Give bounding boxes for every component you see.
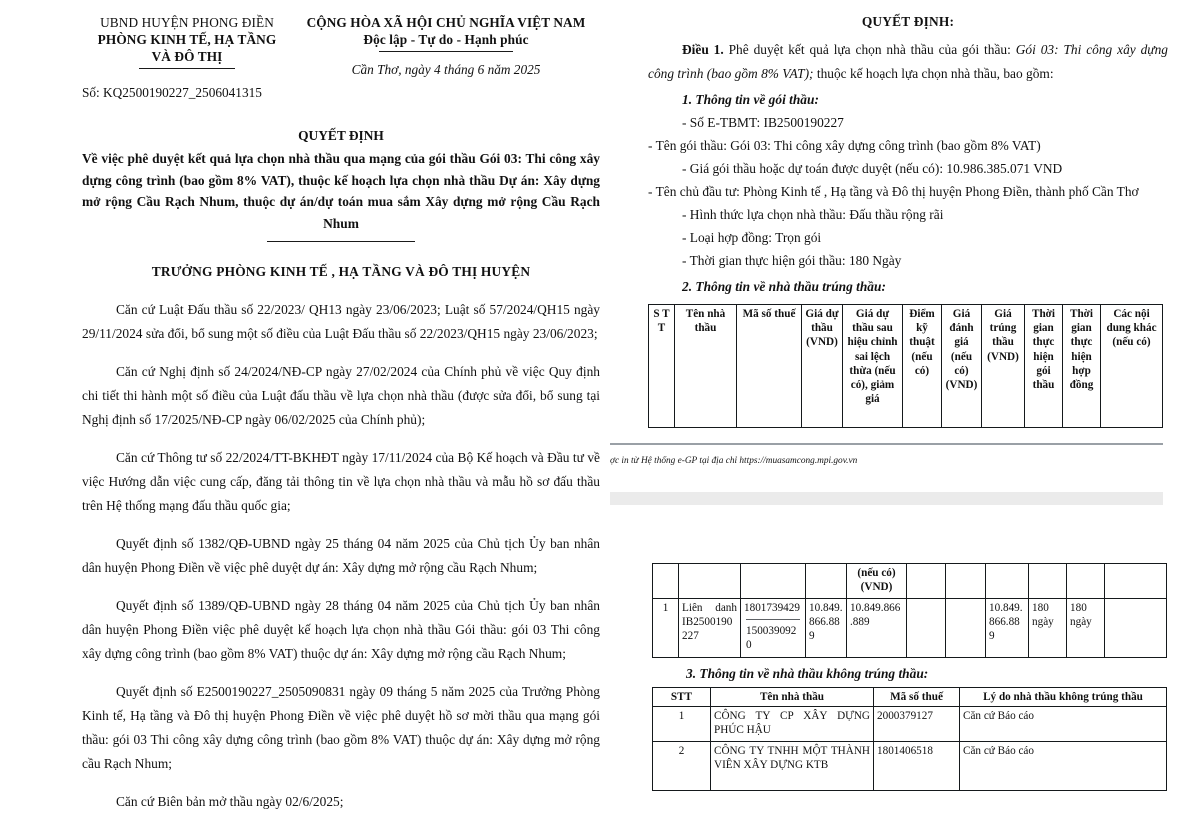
cell-tax-code: 2000379127 xyxy=(874,707,960,742)
cell-other-content xyxy=(1105,599,1167,658)
section-2-heading: 2. Thông tin về nhà thầu trúng thầu: xyxy=(682,279,886,294)
letterhead-divider-right xyxy=(379,51,513,52)
recital-paragraph: Căn cứ Thông tư số 22/2024/TT-BKHĐT ngày 17/11/2024 của Bộ Kế hoạch và Đầu tư về việc Hướng dẫn việc cung cấp, đăng tải thông tin về lựa chọn nhà thầu và mẫu hồ sơ đấu thầu trên Hệ thống mạng đấu thầu quốc gia; xyxy=(82,450,600,513)
article-1-text-a: Phê duyệt kết quả lựa chọn nhà thầu của gói thầu: xyxy=(723,42,1016,57)
letterhead xyxy=(82,14,600,101)
article-1-text-b: thuộc kế hoạch lựa chọn nhà thầu, bao gồm: xyxy=(813,65,1054,81)
section-3-heading: 3. Thông tin về nhà thầu không trúng thầu: xyxy=(686,666,929,681)
recital-paragraph: Căn cứ Nghị định số 24/2024/NĐ-CP ngày 27/02/2024 của Chính phủ về việc Quy định chi tiết thi hành một số điều của Luật đấu thầu về lựa chọn nhà thầu (được sửa đổi, bổ sung tại Nghị định số 17/2025/NĐ-CP ngày 06/02/2025 của Chính phủ); xyxy=(82,364,600,427)
place-and-date: Cần Thơ, ngày 4 tháng 6 năm 2025 xyxy=(351,62,541,77)
cont-cell-blank xyxy=(907,564,946,599)
unsuccessful-bidder-table xyxy=(652,687,1167,791)
package-info-item: - Loại hợp đồng: Trọn gói xyxy=(682,230,822,245)
national-line-1: CỘNG HÒA XÃ HỘI CHỦ NGHĨA VIỆT NAM xyxy=(306,15,586,30)
recital-paragraph: Quyết định số 1382/QĐ-UBND ngày 25 tháng 04 năm 2025 của Chủ tịch Ủy ban nhân dân huyện Phong Điền về việc phê duyệt dự án: Xây dựng mở rộng cầu Rạch Nhum; xyxy=(82,536,600,575)
cont-cell-blank xyxy=(741,564,806,599)
col-evaluated-price: Giá đánh giá (nếu có) (VND) xyxy=(942,305,982,428)
cell-tax-code: 1801406518 xyxy=(874,742,960,791)
cell-bidder-name: CÔNG TY TNHH MỘT THÀNH VIÊN XÂY DỰNG KTB xyxy=(711,742,874,791)
article-1-package-name: Gói 03: Thi công xây dựng công trình (bao gồm 8% VAT); xyxy=(648,42,1168,81)
cont-cell-blank xyxy=(679,564,741,599)
title-divider xyxy=(267,241,415,242)
article-1-paragraph xyxy=(648,38,1168,85)
cell-technical-score xyxy=(907,599,946,658)
cell-rejection-reason: Căn cứ Báo cáo xyxy=(960,742,1167,791)
col-tax-code: Mã số thuế xyxy=(737,305,802,428)
cont-cell-blank xyxy=(1029,564,1067,599)
org-line-3: VÀ ĐÔ THỊ xyxy=(151,49,223,64)
col-tax-code: Mã số thuế xyxy=(874,688,960,707)
winning-bidder-table-continued-wrapper xyxy=(652,563,1166,791)
recital-paragraph: Căn cứ Biên bản mở thầu ngày 02/6/2025; xyxy=(116,794,344,809)
cell-tax-code-1: 1801739429 xyxy=(744,602,800,614)
cell-contract-duration: 180 ngày xyxy=(1067,599,1105,658)
cont-cell-blank xyxy=(1067,564,1105,599)
cont-cell-blank xyxy=(986,564,1029,599)
cont-cell-blank xyxy=(946,564,986,599)
package-info-item: - Giá gói thầu hoặc dự toán được duyệt (nếu có): 10.986.385.071 VND xyxy=(682,161,1063,176)
col-package-duration: Thời gian thực hiện gói thầu xyxy=(1025,305,1063,428)
org-line-1: UBND HUYỆN PHONG ĐIỀN xyxy=(100,15,274,30)
col-adjusted-bid-price: Giá dự thầu sau hiệu chỉnh sai lệch thừa (nếu có), giảm giá xyxy=(843,305,903,428)
cell-package-duration: 180 ngày xyxy=(1029,599,1067,658)
col-contract-duration: Thời gian thực hiện hợp đồng xyxy=(1063,305,1101,428)
cell-rejection-reason: Căn cứ Báo cáo xyxy=(960,707,1167,742)
section-1-heading: 1. Thông tin về gói thầu: xyxy=(682,92,819,107)
cell-stt: 2 xyxy=(653,742,711,791)
col-bid-price: Giá dự thầu (VND) xyxy=(802,305,843,428)
col-rejection-reason: Lý do nhà thầu không trúng thầu xyxy=(960,688,1167,707)
cell-bidder-name: Liên danh IB2500190227 xyxy=(679,599,741,658)
national-line-2: Độc lập - Tự do - Hạnh phúc xyxy=(363,32,529,47)
document-number: Số: KQ2500190227_2506041315 xyxy=(82,85,262,100)
cell-stt: 1 xyxy=(653,599,679,658)
col-stt: STT xyxy=(653,688,711,707)
letterhead-divider-left xyxy=(139,68,235,69)
page-break-rule xyxy=(610,443,1163,445)
page-break-band xyxy=(610,492,1163,505)
page-footer-note: ợc in từ Hệ thống e-GP tại địa chỉ https://muasamcong.mpi.gov.vn xyxy=(610,456,858,466)
cont-cell-blank xyxy=(806,564,847,599)
package-info-item: - Thời gian thực hiện gói thầu: 180 Ngày xyxy=(682,253,902,268)
winning-bidder-table-continued xyxy=(652,563,1167,658)
cell-evaluated-price xyxy=(946,599,986,658)
table-header-row xyxy=(653,688,1167,707)
table-header-continuation-row xyxy=(653,564,1167,599)
table-row xyxy=(653,742,1167,791)
table-row xyxy=(653,707,1167,742)
col-bidder-name: Tên nhà thầu xyxy=(711,688,874,707)
table-header-row xyxy=(649,305,1163,428)
cell-bidder-name: CÔNG TY CP XÂY DỰNG PHÚC HẬU xyxy=(711,707,874,742)
col-technical-score: Điểm kỹ thuật (nếu có) xyxy=(903,305,942,428)
col-winning-price: Giá trúng thầu (VND) xyxy=(982,305,1025,428)
left-column xyxy=(82,14,600,814)
winning-bidder-table xyxy=(648,304,1163,428)
cell-tax-code-2: 1500390920 xyxy=(746,619,800,652)
article-1-label: Điều 1. xyxy=(682,42,724,57)
cont-cell-blank xyxy=(653,564,679,599)
cont-cell-blank xyxy=(1105,564,1167,599)
cont-cell-neu-co-vnd: (nếu có) (VND) xyxy=(847,564,907,599)
cell-stt: 1 xyxy=(653,707,711,742)
cell-adjusted-bid-price: 10.849.866.889 xyxy=(847,599,907,658)
package-info-item: - Tên chủ đầu tư: Phòng Kinh tế , Hạ tầng và Đô thị huyện Phong Điền, thành phố Cần Thơ xyxy=(648,184,1139,199)
recital-paragraph: Quyết định số E2500190227_2505090831 ngày 09 tháng 5 năm 2025 của Trưởng Phòng Kinh tế, Hạ tầng và Đô thị huyện Phong Điền về việc phê duyệt hồ sơ mời thầu qua mạng gói thầu: gói 03 Thi công xây dựng công trình (bao gồm 8% VAT) thuộc dự án: Xây dựng mở rộng cầu Rạch Nhum; xyxy=(82,684,600,771)
decision-subject: Về việc phê duyệt kết quả lựa chọn nhà thầu qua mạng của gói thầu Gói 03: Thi công xây dựng công trình (bao gồm 8% VAT), thuộc kế hoạch lựa chọn nhà thầu Dự án: Xây dựng mở rộng Cầu Rạch Nhum, thuộc dự án/dự toán mua sắm Xây dựng mở rộng Cầu Rạch Nhum xyxy=(82,151,600,231)
page-title: QUYẾT ĐỊNH xyxy=(298,128,384,143)
package-info-item: - Tên gói thầu: Gói 03: Thi công xây dựng công trình (bao gồm 8% VAT) xyxy=(648,138,1041,153)
signer-title: TRƯỞNG PHÒNG KINH TẾ , HẠ TẦNG VÀ ĐÔ THỊ HUYỆN xyxy=(151,264,531,279)
package-info-item: - Số E-TBMT: IB2500190227 xyxy=(682,115,844,130)
col-other-content: Các nội dung khác (nếu có) xyxy=(1101,305,1163,428)
national-heading xyxy=(292,14,600,78)
col-stt: S T T xyxy=(649,305,675,428)
right-column xyxy=(648,14,1168,428)
cell-winning-price: 10.849.866.889 xyxy=(986,599,1029,658)
cell-bid-price: 10.849.866.889 xyxy=(806,599,847,658)
decision-section-heading: QUYẾT ĐỊNH: xyxy=(861,14,955,29)
package-info-item: - Hình thức lựa chọn nhà thầu: Đấu thầu rộng rãi xyxy=(682,207,944,222)
col-bidder-name: Tên nhà thầu xyxy=(675,305,737,428)
org-line-2: PHÒNG KINH TẾ, HẠ TẦNG xyxy=(97,32,277,47)
issuing-organization xyxy=(82,14,292,101)
recital-paragraph: Căn cứ Luật Đấu thầu số 22/2023/ QH13 ngày 23/06/2023; Luật số 57/2024/QH15 ngày 29/11/2024 sửa đổi, bổ sung một số điều của Luật Đấu thầu số 22/2023/QH15 ngày 23/06/2023; xyxy=(82,302,600,341)
table-row xyxy=(653,599,1167,658)
recital-paragraph: Quyết định số 1389/QĐ-UBND ngày 28 tháng 04 năm 2025 của Chủ tịch Ủy ban nhân dân huyện Phong Điền việc phê duyệt kế hoạch lựa chọn nhà thầu Gói thầu: gói 03 Thi công xây dựng công trình (bao gồm 8% VAT) thuộc dự án: Xây dựng mở rộng cầu Rạch Nhum; xyxy=(82,598,600,661)
cell-tax-codes xyxy=(741,599,806,658)
